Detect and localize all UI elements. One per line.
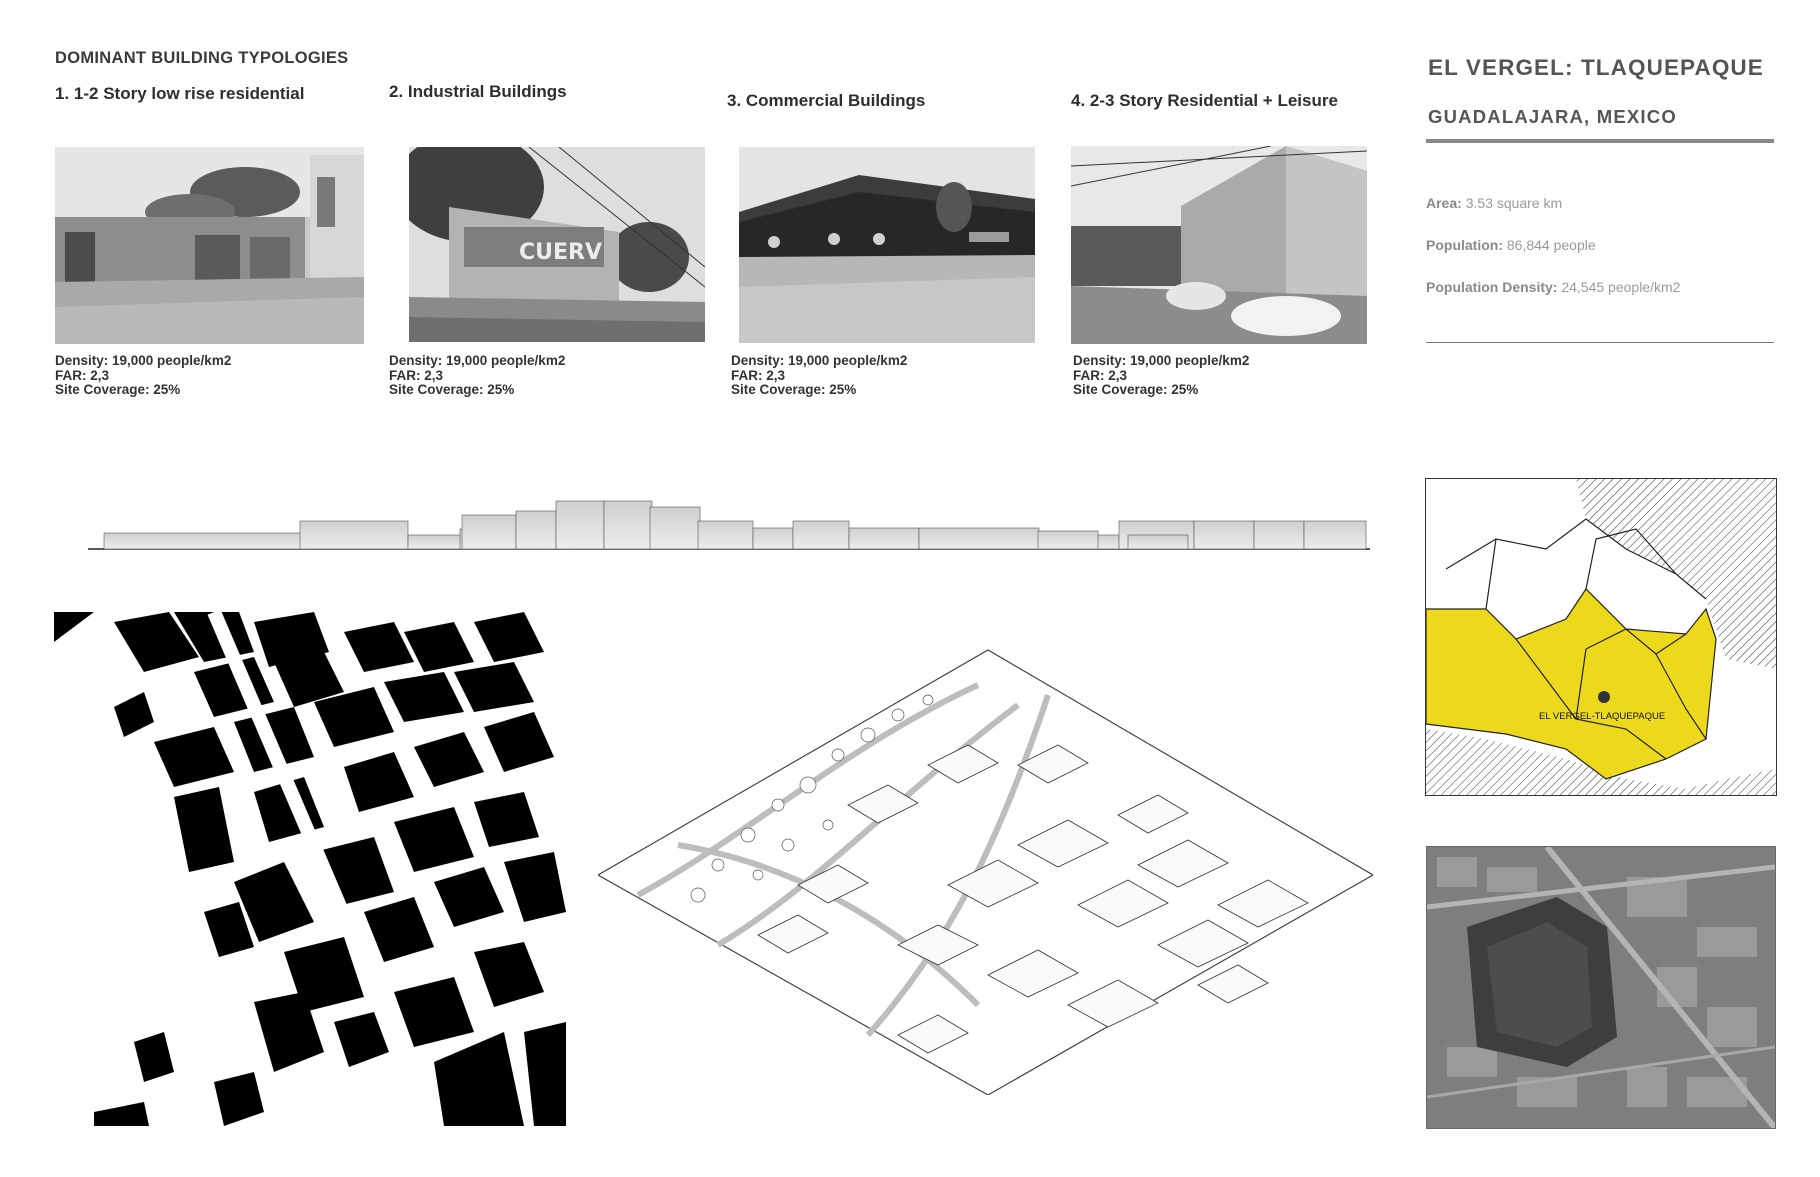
- population-value: 86,844 people: [1506, 237, 1596, 253]
- coverage-text: Site Coverage: 25%: [389, 382, 515, 397]
- locator-map: [1425, 478, 1777, 796]
- far-text: FAR: 2,3: [389, 367, 444, 383]
- typology-3-title: 3. Commercial Buildings: [727, 91, 926, 110]
- location-dot-icon: [1598, 691, 1610, 703]
- title-divider: [1426, 139, 1774, 143]
- typology-1-stats: [55, 354, 231, 398]
- typology-1-photo: [55, 147, 364, 344]
- typology-4-stats: [1073, 354, 1249, 398]
- site-subtitle: GUADALAJARA, MEXICO: [1428, 106, 1677, 127]
- typology-3-photo: [739, 147, 1035, 343]
- density-value: 24,545 people/km2: [1561, 279, 1681, 295]
- coverage-text: Site Coverage: 25%: [1073, 382, 1199, 397]
- area-label: Area:: [1426, 195, 1462, 211]
- population-label: Population:: [1426, 237, 1503, 253]
- far-text: FAR: 2,3: [731, 367, 786, 383]
- typology-1-title: 1. 1-2 Story low rise residential: [55, 84, 305, 103]
- population-info: [1426, 237, 1596, 253]
- far-text: FAR: 2,3: [1073, 367, 1128, 383]
- typology-2-stats: [389, 354, 565, 398]
- density-info: [1426, 279, 1680, 295]
- typology-4-title: 4. 2-3 Story Residential + Leisure: [1071, 91, 1338, 110]
- map-marker-label: EL VERGEL-TLAQUEPAQUE: [1539, 711, 1666, 722]
- typology-2-title: 2. Industrial Buildings: [389, 82, 567, 101]
- far-text: FAR: 2,3: [55, 367, 110, 383]
- density-text: Density: 19,000 people/km2: [731, 353, 908, 368]
- density-text: Density: 19,000 people/km2: [1073, 353, 1250, 368]
- typology-4-photo: [1071, 146, 1367, 344]
- street-elevation: [88, 495, 1370, 555]
- info-divider: [1426, 342, 1774, 343]
- svg-text:CUERV: CUERV: [519, 240, 603, 265]
- density-text: Density: 19,000 people/km2: [389, 353, 566, 368]
- density-text: Density: 19,000 people/km2: [55, 353, 232, 368]
- coverage-text: Site Coverage: 25%: [731, 382, 857, 397]
- figure-ground-map: [54, 612, 566, 1126]
- typology-3-stats: [731, 354, 907, 398]
- density-label: Population Density:: [1426, 279, 1558, 295]
- axonometric-model: [598, 645, 1373, 1095]
- section-title: DOMINANT BUILDING TYPOLOGIES: [55, 49, 349, 67]
- aerial-photo: [1426, 846, 1776, 1129]
- typology-2-photo: [409, 147, 705, 342]
- area-info: [1426, 195, 1562, 211]
- site-title: EL VERGEL: TLAQUEPAQUE: [1428, 55, 1764, 80]
- coverage-text: Site Coverage: 25%: [55, 382, 181, 397]
- area-value: 3.53 square km: [1465, 195, 1563, 211]
